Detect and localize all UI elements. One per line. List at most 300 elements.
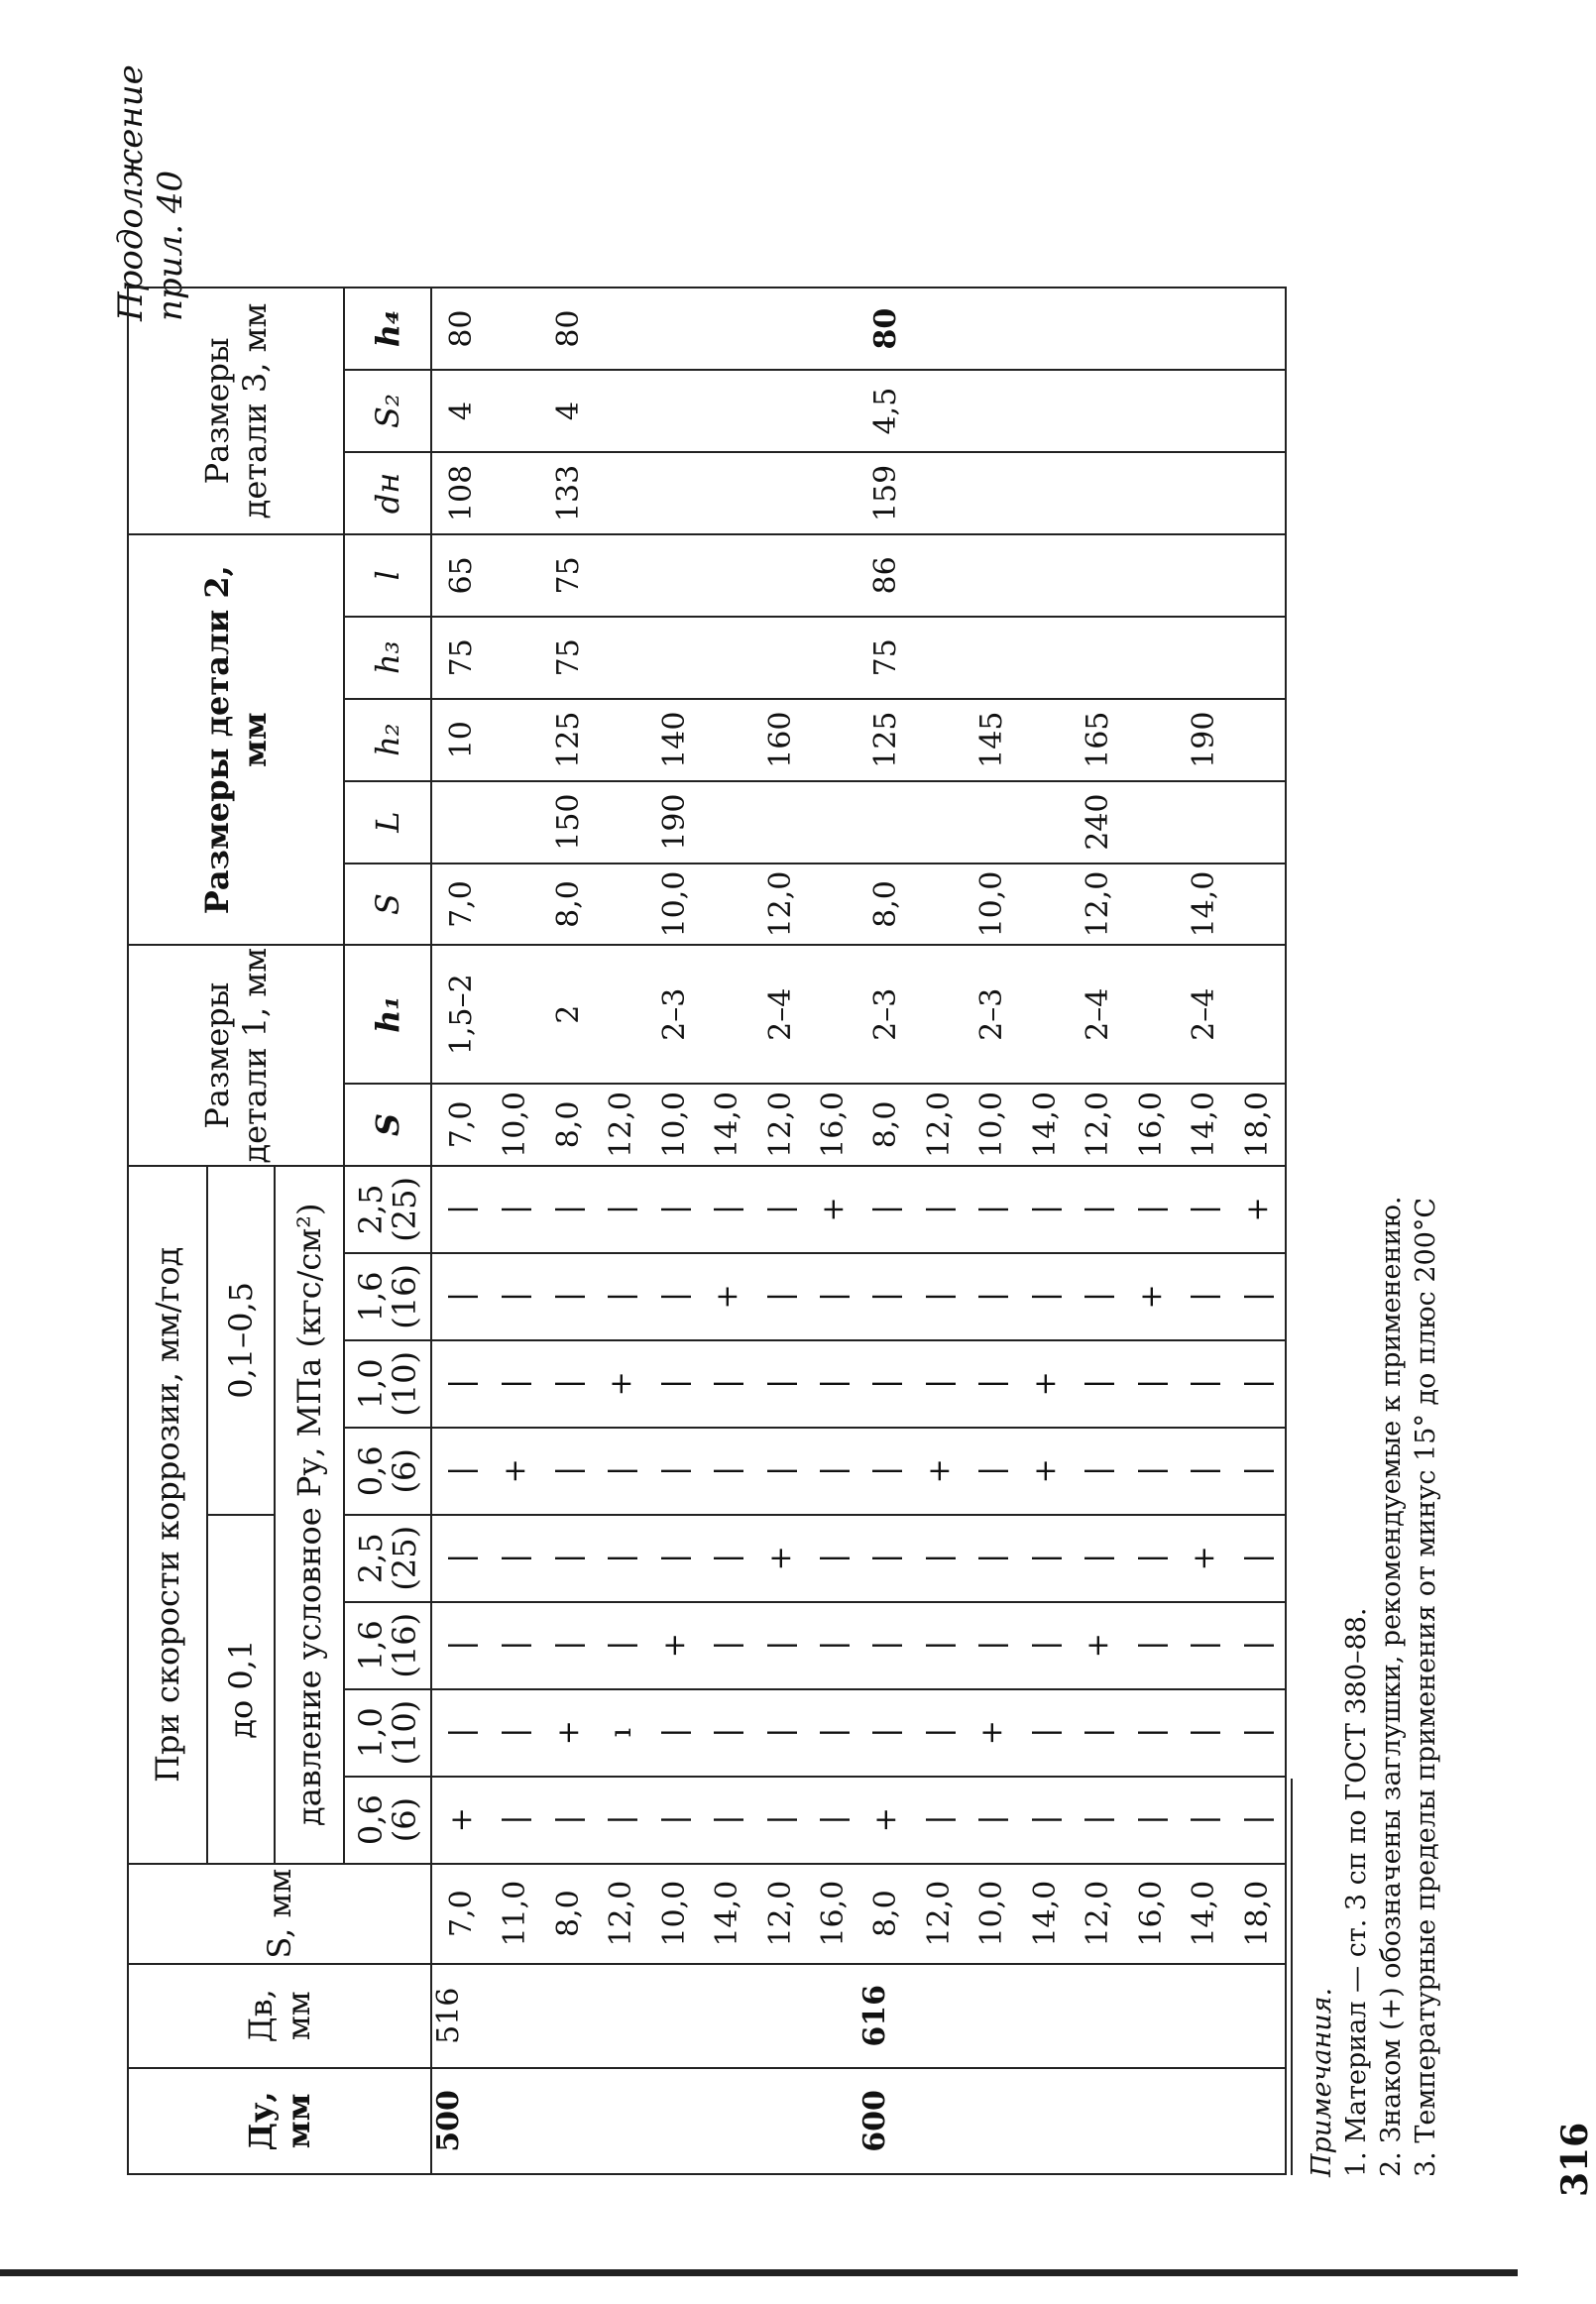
cell-d1-s: 12,0 bbox=[913, 1084, 966, 1166]
cell-h4: 80 bbox=[542, 288, 595, 370]
cell-mark: + bbox=[1019, 1340, 1072, 1428]
cell-dn bbox=[1125, 452, 1178, 534]
cell-L bbox=[913, 781, 966, 864]
cell-mark: | bbox=[648, 1253, 701, 1340]
cell-s: 12,0 bbox=[596, 1864, 648, 1964]
cell-l: 65 bbox=[431, 534, 490, 617]
cell-d1-s: 10,0 bbox=[967, 1084, 1019, 1166]
cell-dv: 516 bbox=[431, 1964, 490, 2068]
cell-mark: | bbox=[596, 1777, 648, 1864]
cell-mark: | bbox=[1231, 1777, 1286, 1864]
cell-dn bbox=[1019, 452, 1072, 534]
cell-mark: | bbox=[1231, 1515, 1286, 1602]
cell-s2 bbox=[490, 370, 542, 452]
cell-d2-s: 10,0 bbox=[648, 864, 701, 946]
cell-mark: | bbox=[807, 1428, 859, 1515]
header-rate-low: до 0,1 bbox=[207, 1515, 275, 1864]
cell-h3 bbox=[1019, 617, 1072, 699]
cell-mark: | bbox=[913, 1340, 966, 1428]
cell-l: 86 bbox=[860, 534, 913, 617]
cell-dv bbox=[754, 1964, 807, 2068]
table-row bbox=[1178, 288, 1230, 2174]
cell-mark: | bbox=[807, 1340, 859, 1428]
cell-mark: | bbox=[1072, 1340, 1124, 1428]
cell-mark: | bbox=[807, 1602, 859, 1689]
cell-d1-s: 14,0 bbox=[1019, 1084, 1072, 1166]
cell-d1-s: 16,0 bbox=[1125, 1084, 1178, 1166]
cell-s2 bbox=[1178, 370, 1230, 452]
cell-h3 bbox=[967, 617, 1019, 699]
cell-mark: + bbox=[1125, 1253, 1178, 1340]
cell-d2-s bbox=[701, 864, 753, 946]
cell-mark: | bbox=[1231, 1602, 1286, 1689]
cell-dn bbox=[490, 452, 542, 534]
table-row bbox=[1125, 288, 1178, 2174]
cell-mark: | bbox=[490, 1166, 542, 1253]
cell-d1-s: 12,0 bbox=[754, 1084, 807, 1166]
cell-mark: + bbox=[490, 1428, 542, 1515]
cell-h3 bbox=[1125, 617, 1178, 699]
cell-l: 75 bbox=[542, 534, 595, 617]
cell-du bbox=[1072, 2068, 1124, 2174]
cell-mark: | bbox=[967, 1602, 1019, 1689]
cell-mark: | bbox=[596, 1253, 648, 1340]
cell-s2 bbox=[913, 370, 966, 452]
cell-h2: 160 bbox=[754, 699, 807, 781]
cell-s2: 4,5 bbox=[860, 370, 913, 452]
cell-L: 150 bbox=[542, 781, 595, 864]
header-col-h2: h₂ bbox=[344, 699, 431, 781]
cell-mark: | bbox=[648, 1777, 701, 1864]
cell-dv bbox=[913, 1964, 966, 2068]
cell-mark: | bbox=[967, 1428, 1019, 1515]
cell-mark: | bbox=[1019, 1253, 1072, 1340]
cell-h1: 2–3 bbox=[967, 945, 1019, 1084]
cell-L bbox=[490, 781, 542, 864]
cell-l bbox=[807, 534, 859, 617]
cell-mark: | bbox=[542, 1602, 595, 1689]
cell-h2: 190 bbox=[1178, 699, 1230, 781]
cell-h2 bbox=[596, 699, 648, 781]
cell-s2 bbox=[1125, 370, 1178, 452]
cell-h4 bbox=[967, 288, 1019, 370]
cell-dv bbox=[701, 1964, 753, 2068]
cell-mark: | bbox=[431, 1428, 490, 1515]
cell-mark: | bbox=[913, 1515, 966, 1602]
cell-mark: | bbox=[1231, 1689, 1286, 1777]
notes-rule bbox=[1291, 1779, 1293, 2175]
cell-h3 bbox=[1231, 617, 1286, 699]
cell-mark: | bbox=[1019, 1777, 1072, 1864]
cell-h4: 80 bbox=[431, 288, 490, 370]
cell-dv bbox=[967, 1964, 1019, 2068]
cell-mark: | bbox=[860, 1428, 913, 1515]
cell-mark: + bbox=[967, 1689, 1019, 1777]
cell-h3 bbox=[490, 617, 542, 699]
cell-h4: 80 bbox=[860, 288, 913, 370]
cell-du bbox=[1178, 2068, 1230, 2174]
cell-mark: | bbox=[860, 1166, 913, 1253]
cell-d1-s: 14,0 bbox=[701, 1084, 753, 1166]
cell-dv bbox=[542, 1964, 595, 2068]
cell-d2-s bbox=[913, 864, 966, 946]
table-row bbox=[431, 288, 490, 2174]
header-col-s2: S₂ bbox=[344, 370, 431, 452]
cell-h1: 2–4 bbox=[1178, 945, 1230, 1084]
cell-h4 bbox=[648, 288, 701, 370]
cell-s: 8,0 bbox=[860, 1864, 913, 1964]
cell-mark: | bbox=[754, 1340, 807, 1428]
header-detail-1: Размеры детали 1, мм bbox=[128, 945, 344, 1165]
cell-mark: | bbox=[967, 1515, 1019, 1602]
header-pressure-value: 0,6 (6) bbox=[344, 1428, 431, 1515]
cell-d2-s: 10,0 bbox=[967, 864, 1019, 946]
table-row bbox=[1019, 288, 1072, 2174]
cell-dn bbox=[596, 452, 648, 534]
cell-d2-s: 14,0 bbox=[1178, 864, 1230, 946]
cell-l bbox=[648, 534, 701, 617]
cell-mark: | bbox=[596, 1602, 648, 1689]
cell-mark: | bbox=[1231, 1253, 1286, 1340]
cell-s2 bbox=[1019, 370, 1072, 452]
cell-h4 bbox=[1231, 288, 1286, 370]
cell-d2-s bbox=[490, 864, 542, 946]
cell-mark: | bbox=[1178, 1777, 1230, 1864]
cell-h2: 10 bbox=[431, 699, 490, 781]
cell-l bbox=[701, 534, 753, 617]
cell-mark: + bbox=[1178, 1515, 1230, 1602]
cell-mark: | bbox=[967, 1166, 1019, 1253]
cell-du bbox=[913, 2068, 966, 2174]
cell-h1: 2–4 bbox=[754, 945, 807, 1084]
cell-l bbox=[1019, 534, 1072, 617]
note-item: 1. Материал — ст. 3 сп по ГОСТ 380–88. bbox=[1341, 1607, 1372, 2177]
cell-s: 8,0 bbox=[542, 1864, 595, 1964]
header-pressure-value: 2,5 (25) bbox=[344, 1515, 431, 1602]
cell-h1 bbox=[807, 945, 859, 1084]
cell-mark: | bbox=[648, 1689, 701, 1777]
header-pressure-value: 1,0 (10) bbox=[344, 1340, 431, 1428]
cell-dv bbox=[807, 1964, 859, 2068]
cell-dn: 159 bbox=[860, 452, 913, 534]
table-row bbox=[754, 288, 807, 2174]
header-rate-high: 0,1–0,5 bbox=[207, 1166, 275, 1515]
cell-h1 bbox=[913, 945, 966, 1084]
header-col-dn: dн bbox=[344, 452, 431, 534]
cell-mark: | bbox=[1231, 1428, 1286, 1515]
cell-dv bbox=[1125, 1964, 1178, 2068]
header-col-l: l bbox=[344, 534, 431, 617]
cell-mark: | bbox=[701, 1689, 753, 1777]
cell-h3 bbox=[701, 617, 753, 699]
header-col-d1-s: S bbox=[344, 1084, 431, 1166]
cell-du bbox=[1019, 2068, 1072, 2174]
cell-s: 7,0 bbox=[431, 1864, 490, 1964]
cell-mark: | bbox=[754, 1602, 807, 1689]
header-pressure: давление условное Ру, МПа (кгс/см²) bbox=[275, 1166, 344, 1864]
cell-mark: | bbox=[701, 1166, 753, 1253]
cell-dn: 133 bbox=[542, 452, 595, 534]
cell-h2: 145 bbox=[967, 699, 1019, 781]
cell-h4 bbox=[807, 288, 859, 370]
cell-du bbox=[596, 2068, 648, 2174]
cell-dn bbox=[1231, 452, 1286, 534]
table-row bbox=[860, 288, 913, 2174]
cell-mark: | bbox=[1125, 1166, 1178, 1253]
flange-plug-table bbox=[127, 287, 1287, 2175]
cell-d2-s bbox=[596, 864, 648, 946]
cell-mark: + bbox=[596, 1340, 648, 1428]
note-item: 3. Температурные пределы применения от минус 15° до плюс 200°С bbox=[1411, 1197, 1441, 2177]
cell-dv bbox=[1178, 1964, 1230, 2068]
header-du: Ду, мм bbox=[128, 2068, 431, 2174]
cell-s2 bbox=[1231, 370, 1286, 452]
cell-mark: | bbox=[967, 1777, 1019, 1864]
cell-h2 bbox=[1019, 699, 1072, 781]
cell-mark: | bbox=[1072, 1777, 1124, 1864]
cell-d1-s: 8,0 bbox=[542, 1084, 595, 1166]
cell-mark: | bbox=[490, 1602, 542, 1689]
cell-d1-s: 8,0 bbox=[860, 1084, 913, 1166]
cell-mark: | bbox=[1072, 1689, 1124, 1777]
cell-dn bbox=[648, 452, 701, 534]
cell-dn bbox=[701, 452, 753, 534]
cell-mark: | bbox=[648, 1428, 701, 1515]
cell-mark: ı bbox=[596, 1689, 648, 1777]
cell-h3 bbox=[913, 617, 966, 699]
header-pressure-value: 2,5 (25) bbox=[344, 1166, 431, 1253]
cell-dn bbox=[807, 452, 859, 534]
cell-du: 500 bbox=[431, 2068, 490, 2174]
cell-dv bbox=[1231, 1964, 1286, 2068]
cell-mark: + bbox=[754, 1515, 807, 1602]
cell-L: 240 bbox=[1072, 781, 1124, 864]
cell-mark: | bbox=[596, 1428, 648, 1515]
cell-mark: | bbox=[648, 1515, 701, 1602]
cell-s: 10,0 bbox=[648, 1864, 701, 1964]
cell-mark: | bbox=[1178, 1166, 1230, 1253]
cell-mark: + bbox=[431, 1777, 490, 1864]
cell-mark: | bbox=[913, 1166, 966, 1253]
cell-mark: | bbox=[967, 1340, 1019, 1428]
cell-h3 bbox=[648, 617, 701, 699]
table-row bbox=[1231, 288, 1286, 2174]
table-row bbox=[807, 288, 859, 2174]
cell-mark: | bbox=[1072, 1166, 1124, 1253]
cell-mark: | bbox=[1178, 1253, 1230, 1340]
header-detail-3: Размеры детали 3, мм bbox=[128, 288, 344, 534]
cell-h4 bbox=[1072, 288, 1124, 370]
cell-mark: | bbox=[1125, 1602, 1178, 1689]
cell-h2: 140 bbox=[648, 699, 701, 781]
header-col-h3: h₃ bbox=[344, 617, 431, 699]
cell-L bbox=[967, 781, 1019, 864]
cell-dv bbox=[1019, 1964, 1072, 2068]
cell-dn bbox=[1072, 452, 1124, 534]
table-row bbox=[542, 288, 595, 2174]
cell-L bbox=[807, 781, 859, 864]
cell-mark: | bbox=[1125, 1428, 1178, 1515]
cell-h3 bbox=[1178, 617, 1230, 699]
table-body bbox=[431, 288, 1286, 2174]
header-col-d2-s: S bbox=[344, 864, 431, 946]
cell-h4 bbox=[913, 288, 966, 370]
cell-s2 bbox=[701, 370, 753, 452]
cell-h3: 75 bbox=[431, 617, 490, 699]
cell-mark: | bbox=[490, 1340, 542, 1428]
cell-mark: | bbox=[1019, 1602, 1072, 1689]
cell-h2 bbox=[490, 699, 542, 781]
cell-h1 bbox=[490, 945, 542, 1084]
cell-mark: | bbox=[701, 1515, 753, 1602]
cell-dn bbox=[967, 452, 1019, 534]
cell-mark: | bbox=[807, 1777, 859, 1864]
cell-h1: 2–3 bbox=[860, 945, 913, 1084]
page-title: Продолжение прил. 40 bbox=[111, 64, 190, 321]
cell-mark: | bbox=[807, 1689, 859, 1777]
cell-L bbox=[1019, 781, 1072, 864]
cell-L bbox=[1231, 781, 1286, 864]
cell-h2 bbox=[701, 699, 753, 781]
header-corrosion: При скорости коррозии, мм/год bbox=[128, 1166, 207, 1864]
cell-mark: | bbox=[648, 1340, 701, 1428]
cell-mark: | bbox=[596, 1515, 648, 1602]
cell-dv bbox=[490, 1964, 542, 2068]
cell-mark: | bbox=[490, 1689, 542, 1777]
cell-h3 bbox=[596, 617, 648, 699]
cell-d2-s bbox=[807, 864, 859, 946]
cell-mark: | bbox=[860, 1602, 913, 1689]
header-dv: Дв, мм bbox=[128, 1964, 431, 2068]
cell-d1-s: 18,0 bbox=[1231, 1084, 1286, 1166]
cell-mark: | bbox=[913, 1602, 966, 1689]
cell-h3: 75 bbox=[860, 617, 913, 699]
cell-mark: | bbox=[490, 1515, 542, 1602]
cell-mark: | bbox=[1178, 1689, 1230, 1777]
cell-mark: | bbox=[754, 1253, 807, 1340]
cell-mark: | bbox=[860, 1689, 913, 1777]
cell-d1-s: 14,0 bbox=[1178, 1084, 1230, 1166]
cell-du bbox=[754, 2068, 807, 2174]
cell-s: 18,0 bbox=[1231, 1864, 1286, 1964]
cell-d2-s: 12,0 bbox=[754, 864, 807, 946]
cell-du bbox=[1125, 2068, 1178, 2174]
cell-mark: | bbox=[431, 1515, 490, 1602]
cell-mark: | bbox=[1231, 1340, 1286, 1428]
cell-mark: | bbox=[860, 1253, 913, 1340]
cell-L bbox=[1125, 781, 1178, 864]
cell-mark: | bbox=[701, 1602, 753, 1689]
cell-d1-s: 16,0 bbox=[807, 1084, 859, 1166]
cell-s2 bbox=[648, 370, 701, 452]
cell-h4 bbox=[754, 288, 807, 370]
cell-h1 bbox=[701, 945, 753, 1084]
notes bbox=[1305, 690, 1443, 2177]
cell-s: 14,0 bbox=[1178, 1864, 1230, 1964]
cell-h1 bbox=[1125, 945, 1178, 1084]
cell-mark: | bbox=[1125, 1689, 1178, 1777]
table-row bbox=[648, 288, 701, 2174]
cell-l bbox=[490, 534, 542, 617]
cell-mark: | bbox=[1072, 1428, 1124, 1515]
cell-s: 12,0 bbox=[913, 1864, 966, 1964]
cell-mark: | bbox=[542, 1253, 595, 1340]
page-edge-rule bbox=[0, 2269, 1518, 2276]
cell-mark: + bbox=[701, 1253, 753, 1340]
page-number: 316 bbox=[1554, 2122, 1596, 2197]
cell-dv: 616 bbox=[860, 1964, 913, 2068]
cell-h4 bbox=[701, 288, 753, 370]
cell-h3 bbox=[754, 617, 807, 699]
cell-mark: + bbox=[1072, 1602, 1124, 1689]
cell-l bbox=[1178, 534, 1230, 617]
cell-mark: | bbox=[701, 1340, 753, 1428]
header-s: S, мм bbox=[128, 1864, 431, 1964]
cell-mark: | bbox=[1178, 1602, 1230, 1689]
cell-mark: | bbox=[967, 1253, 1019, 1340]
cell-l bbox=[1072, 534, 1124, 617]
cell-mark: | bbox=[1072, 1515, 1124, 1602]
cell-du bbox=[701, 2068, 753, 2174]
cell-h1: 2–4 bbox=[1072, 945, 1124, 1084]
cell-h4 bbox=[1178, 288, 1230, 370]
cell-mark: + bbox=[807, 1166, 859, 1253]
cell-s2: 4 bbox=[431, 370, 490, 452]
cell-d2-s bbox=[1231, 864, 1286, 946]
cell-mark: | bbox=[860, 1515, 913, 1602]
cell-mark: + bbox=[1231, 1166, 1286, 1253]
cell-L: 190 bbox=[648, 781, 701, 864]
cell-mark: | bbox=[431, 1166, 490, 1253]
cell-mark: | bbox=[1125, 1777, 1178, 1864]
cell-s: 10,0 bbox=[967, 1864, 1019, 1964]
cell-mark: | bbox=[754, 1777, 807, 1864]
cell-dv bbox=[596, 1964, 648, 2068]
cell-h1 bbox=[1231, 945, 1286, 1084]
cell-mark: | bbox=[542, 1166, 595, 1253]
cell-s: 14,0 bbox=[701, 1864, 753, 1964]
cell-mark: | bbox=[1125, 1515, 1178, 1602]
cell-h2: 125 bbox=[860, 699, 913, 781]
table-row bbox=[967, 288, 1019, 2174]
notes-heading: Примечания. bbox=[1307, 1987, 1337, 2177]
table-row bbox=[1072, 288, 1124, 2174]
cell-du: 600 bbox=[860, 2068, 913, 2174]
cell-h1 bbox=[1019, 945, 1072, 1084]
header-pressure-value: 0,6 (6) bbox=[344, 1777, 431, 1864]
cell-d1-s: 12,0 bbox=[1072, 1084, 1124, 1166]
cell-h1: 2 bbox=[542, 945, 595, 1084]
cell-dn bbox=[1178, 452, 1230, 534]
cell-d2-s: 12,0 bbox=[1072, 864, 1124, 946]
cell-mark: + bbox=[648, 1602, 701, 1689]
cell-mark: | bbox=[913, 1253, 966, 1340]
table-row bbox=[596, 288, 648, 2174]
cell-L bbox=[596, 781, 648, 864]
cell-mark: | bbox=[542, 1515, 595, 1602]
cell-mark: | bbox=[596, 1166, 648, 1253]
cell-mark: | bbox=[542, 1340, 595, 1428]
cell-s2 bbox=[1072, 370, 1124, 452]
cell-s2 bbox=[596, 370, 648, 452]
cell-dn bbox=[754, 452, 807, 534]
cell-s2 bbox=[754, 370, 807, 452]
table-row bbox=[490, 288, 542, 2174]
cell-mark: + bbox=[860, 1777, 913, 1864]
cell-l bbox=[596, 534, 648, 617]
cell-mark: | bbox=[431, 1253, 490, 1340]
cell-mark: | bbox=[807, 1515, 859, 1602]
